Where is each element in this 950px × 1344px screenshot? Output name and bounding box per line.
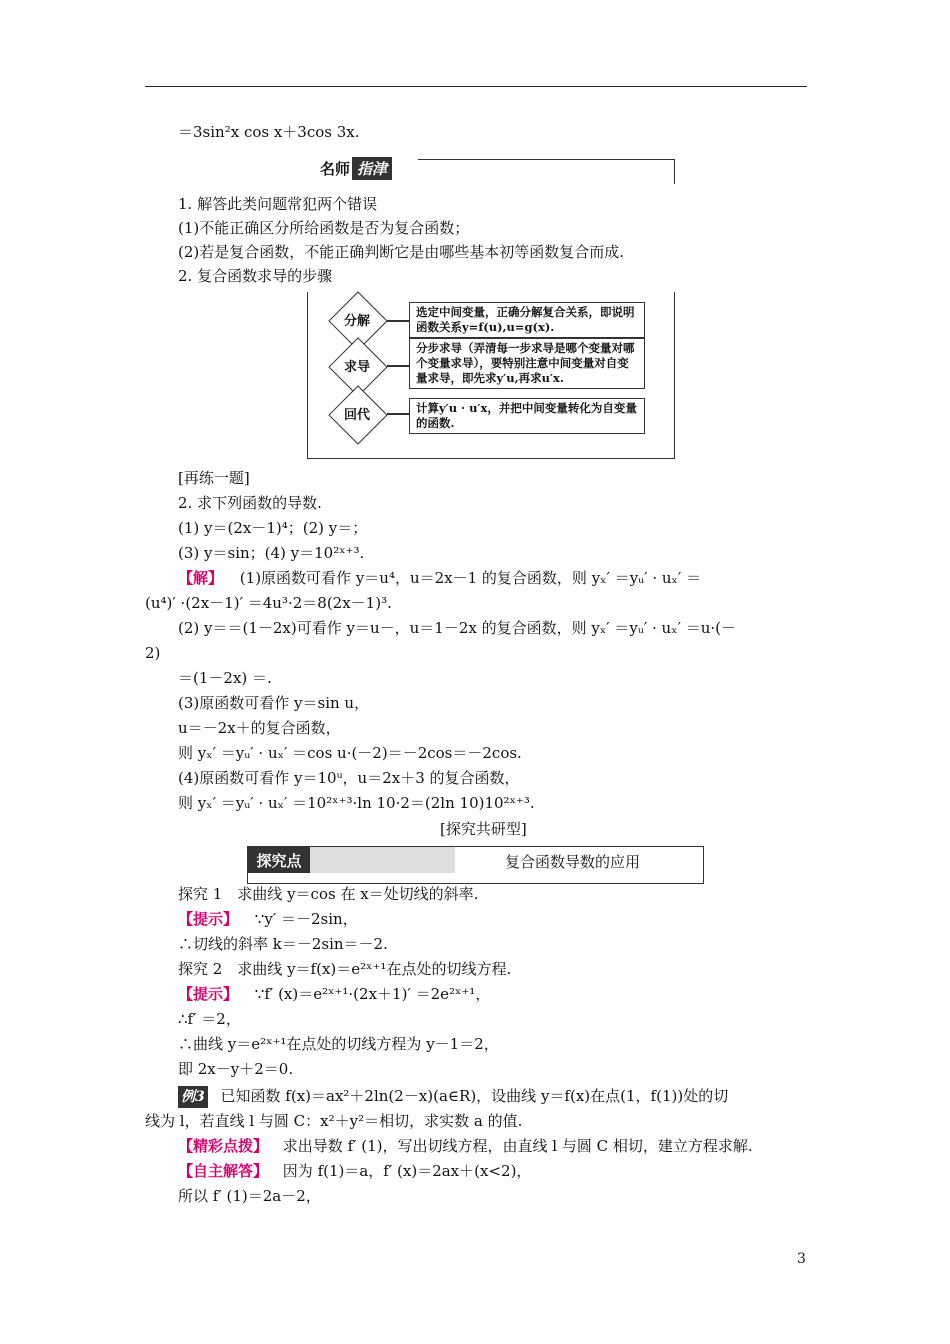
teacher-tag-right: 指津 [352, 157, 392, 180]
teacher-note-banner [320, 157, 676, 183]
explore-2-c3: 即 2x－y＋2＝0. [178, 1060, 294, 1078]
practice-q2: (3) y＝sin；(4) y＝10²ˣ⁺³. [178, 544, 365, 562]
solution-2a: (2) y＝＝(1－2x)可看作 y＝u－，u＝1－2x 的复合函数，则 yₓ′ ＝yᵤ′ · uₓ′ ＝u·(－ [178, 619, 737, 637]
solution-tag: 【解】 [178, 569, 224, 587]
explore-1: 探究 1 求曲线 y＝cos 在 x＝处切线的斜率. [178, 885, 479, 903]
teacher-p1: 1. 解答此类问题常犯两个错误 [178, 195, 378, 213]
teacher-tag-left: 名师 [320, 159, 351, 178]
solution-3b: u＝－2x＋的复合函数， [178, 719, 341, 737]
equation-top: ＝3sin²x cos x＋3cos 3x. [178, 123, 360, 141]
flow-step-2-label: 求导 [343, 360, 370, 375]
solution-1a: (1)原函数可看作 y＝u⁴，u＝2x－1 的复合函数，则 yₓ′ ＝yᵤ′ · uₓ′ ＝ [239, 569, 702, 587]
practice-heading: [再练一题] [178, 469, 250, 487]
teacher-p3: (2)若是复合函数，不能正确判断它是由哪些基本初等函数复合而成. [178, 243, 625, 261]
example-line-1: 已知函数 f(x)＝ax²＋2ln(2－x)(a∈R)，设曲线 y＝f(x)在点(1，f(1))处的切 [220, 1087, 729, 1105]
explore-1-conclusion: ∴切线的斜率 k＝－2sin＝－2. [178, 935, 388, 953]
solution-4a: (4)原函数可看作 y＝10ᵘ，u＝2x＋3 的复合函数， [178, 769, 520, 787]
solution-4b: 则 yₓ′ ＝yᵤ′ · uₓ′ ＝10²ˣ⁺³·ln 10·2＝(2ln 10)10²ˣ⁺³. [178, 794, 535, 812]
example-line-2: 线为 l，若直线 l 与圆 C：x²＋y²＝相切，求实数 a 的值. [145, 1112, 523, 1130]
explore-bar-label: 探究点 [248, 847, 310, 873]
explore-bar [247, 846, 704, 884]
flow-step-1-text: 选定中间变量，正确分解复合关系，即说明函数关系y=f(u),u=g(x). [409, 302, 645, 338]
example-tag: 例3 [178, 1086, 208, 1108]
page-number: 3 [797, 1251, 806, 1267]
explore-1-hint: ∵y′ ＝－2sin， [254, 910, 358, 928]
explore-heading: [探究共研型] [440, 820, 527, 838]
flow-step-1-label: 分解 [343, 314, 370, 329]
explore-2-c1: ∴f′ ＝2， [178, 1010, 241, 1028]
flow-diagram [307, 292, 675, 462]
explore-2: 探究 2 求曲线 y＝f(x)＝e²ˣ⁺¹在点处的切线方程. [178, 960, 512, 978]
teacher-p4: 2. 复合函数求导的步骤 [178, 267, 333, 285]
practice-q1: (1) y＝(2x－1)⁴；(2) y＝； [178, 519, 368, 537]
practice-question: 2. 求下列函数的导数. [178, 494, 322, 512]
tip-tag: 【精彩点拨】 [178, 1137, 269, 1155]
explore-2-hint: ∵f′ (x)＝e²ˣ⁺¹·(2x＋1)′ ＝2e²ˣ⁺¹， [254, 985, 491, 1003]
example-tip: 求出导数 f′ (1)，写出切线方程，由直线 l 与圆 C 相切，建立方程求解. [282, 1137, 753, 1155]
header-rule [145, 86, 807, 87]
example-answer-2: 所以 f′ (1)＝2a－2， [178, 1187, 321, 1205]
example-answer: 因为 f(1)＝a，f′ (x)＝2ax＋(x<2)， [282, 1162, 532, 1180]
explore-2-c2: ∴曲线 y＝e²ˣ⁺¹在点处的切线方程为 y－1＝2， [178, 1035, 499, 1053]
teacher-p2: (1)不能正确区分所给函数是否为复合函数； [178, 219, 470, 237]
solution-3c: 则 yₓ′ ＝yᵤ′ · uₓ′ ＝cos u·(－2)＝－2cos＝－2cos. [178, 744, 522, 762]
solution-2b: 2) [145, 644, 161, 662]
solution-3a: (3)原函数可看作 y＝sin u， [178, 694, 370, 712]
hint-tag-2: 【提示】 [178, 985, 239, 1003]
hint-tag-1: 【提示】 [178, 910, 239, 928]
solution-1b: (u⁴)′ ·(2x－1)′ ＝4u³·2＝8(2x－1)³. [145, 594, 392, 612]
flow-step-2-text: 分步求导（弄清每一步求导是哪个变量对哪个变量求导），要特别注意中间变量对自变量求导，即先求y′u,再求u′x. [409, 338, 645, 389]
answer-tag: 【自主解答】 [178, 1162, 269, 1180]
explore-bar-title: 复合函数导数的应用 [505, 853, 641, 871]
flow-step-3-text: 计算y′u · u′x，并把中间变量转化为自变量的函数. [409, 398, 645, 434]
flow-step-3-label: 回代 [343, 408, 370, 423]
solution-2c: ＝(1－2x) ＝. [178, 669, 272, 687]
